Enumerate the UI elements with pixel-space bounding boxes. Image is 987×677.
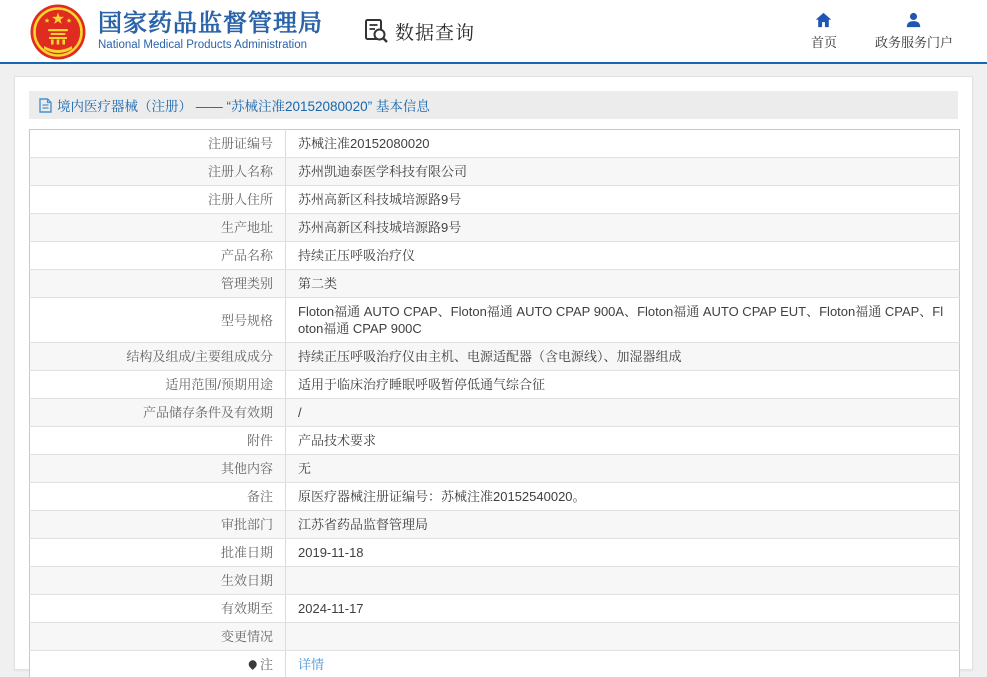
national-emblem-icon xyxy=(30,4,86,60)
brand-logo[interactable] xyxy=(30,2,323,60)
row-value: 苏械注准20152080020 xyxy=(286,130,960,158)
header xyxy=(0,0,987,62)
document-icon xyxy=(39,98,52,113)
table-row xyxy=(30,158,960,186)
row-label-text: 适用范围/预期用途 xyxy=(165,377,273,392)
content-panel xyxy=(14,76,973,670)
row-label xyxy=(30,623,286,651)
row-label-text: 产品储存条件及有效期 xyxy=(142,405,273,420)
nav-portal[interactable] xyxy=(875,12,953,51)
row-value: 第二类 xyxy=(286,270,960,298)
agency-name-en: National Medical Products Administration xyxy=(98,39,308,51)
content-background xyxy=(0,64,987,677)
row-value: 2019-11-18 xyxy=(286,539,960,567)
table-row xyxy=(30,399,960,427)
row-label-text: 注册人住所 xyxy=(207,192,273,207)
table-row xyxy=(30,371,960,399)
table-row xyxy=(30,298,960,343)
agency-name-zh: 国家药品监督管理局 xyxy=(98,10,323,37)
document-search-icon xyxy=(363,18,389,44)
row-value: 江苏省药品监督管理局 xyxy=(286,511,960,539)
row-value: 苏州凯迪泰医学科技有限公司 xyxy=(286,158,960,186)
row-value: 持续正压呼吸治疗仪 xyxy=(286,242,960,270)
table-row xyxy=(30,511,960,539)
row-value: 2024-11-17 xyxy=(286,595,960,623)
nav-portal-label: 政务服务门户 xyxy=(874,34,953,50)
page-title-bar xyxy=(29,91,958,119)
row-label xyxy=(30,595,286,623)
row-label-text: 其他内容 xyxy=(220,461,273,476)
row-label xyxy=(30,371,286,399)
row-label xyxy=(30,399,286,427)
row-value: 苏州高新区科技城培源路9号 xyxy=(286,186,960,214)
row-label-text: 有效期至 xyxy=(220,601,273,616)
detail-link[interactable]: 详情 xyxy=(298,657,325,672)
row-label xyxy=(30,214,286,242)
nav-home[interactable] xyxy=(811,12,837,51)
row-label xyxy=(30,242,286,270)
table-row xyxy=(30,539,960,567)
table-row xyxy=(30,343,960,371)
user-icon xyxy=(905,12,922,28)
row-value: 苏州高新区科技城培源路9号 xyxy=(286,214,960,242)
row-label xyxy=(30,270,286,298)
row-label-text: 附件 xyxy=(246,433,273,448)
row-label-text: 生效日期 xyxy=(220,573,273,588)
row-value: 产品技术要求 xyxy=(286,427,960,455)
row-value xyxy=(286,567,960,595)
row-label xyxy=(30,186,286,214)
home-icon xyxy=(815,12,832,28)
table-row xyxy=(30,567,960,595)
row-label xyxy=(30,455,286,483)
data-query-link[interactable] xyxy=(363,18,475,45)
table-row xyxy=(30,483,960,511)
table-row xyxy=(30,623,960,651)
brand-text xyxy=(98,11,323,51)
row-label xyxy=(30,651,286,677)
table-row xyxy=(30,270,960,298)
row-value xyxy=(286,623,960,651)
row-label xyxy=(30,343,286,371)
row-value: 无 xyxy=(286,455,960,483)
nav-home-label: 首页 xyxy=(810,34,837,50)
row-value: Floton福通 AUTO CPAP、Floton福通 AUTO CPAP 900A、Floton福通 AUTO CPAP EUT、Floton福通 CPAP、Floton福通 CPAP 900C xyxy=(286,298,960,343)
table-row xyxy=(30,595,960,623)
row-label xyxy=(30,511,286,539)
row-label xyxy=(30,158,286,186)
row-label xyxy=(30,427,286,455)
row-label xyxy=(30,567,286,595)
row-label-text: 生产地址 xyxy=(220,220,273,235)
row-value: 适用于临床治疗睡眠呼吸暂停低通气综合征 xyxy=(286,371,960,399)
row-label-text: 型号规格 xyxy=(220,312,273,328)
table-row xyxy=(30,427,960,455)
row-value: 原医疗器械注册证编号：苏械注准20152540020。 xyxy=(286,483,960,511)
table-row xyxy=(30,455,960,483)
row-label-text: 注 xyxy=(259,657,273,672)
top-nav xyxy=(811,12,953,51)
row-label-text: 注册证编号 xyxy=(207,136,273,151)
table-row xyxy=(30,130,960,158)
balloon-note-icon xyxy=(247,659,258,670)
row-label xyxy=(30,298,286,343)
row-label xyxy=(30,539,286,567)
table-row xyxy=(30,242,960,270)
table-row xyxy=(30,214,960,242)
row-label-text: 审批部门 xyxy=(220,517,273,532)
row-label-text: 注册人名称 xyxy=(207,164,273,179)
page-title: 境内医疗器械（注册） —— “苏械注准20152080020” 基本信息 xyxy=(57,99,430,114)
row-value xyxy=(286,651,960,677)
table-row xyxy=(30,651,960,677)
row-label-text: 变更情况 xyxy=(220,629,273,644)
row-label-text: 产品名称 xyxy=(220,248,273,263)
registration-info-table xyxy=(29,129,960,677)
row-value: 持续正压呼吸治疗仪由主机、电源适配器（含电源线）、加湿器组成 xyxy=(286,343,960,371)
row-label xyxy=(30,483,286,511)
row-label-text: 结构及组成/主要组成成分 xyxy=(126,349,273,364)
row-label-text: 备注 xyxy=(246,489,273,504)
row-label xyxy=(30,130,286,158)
row-label-text: 批准日期 xyxy=(220,545,273,560)
row-value: / xyxy=(286,399,960,427)
data-query-label: 数据查询 xyxy=(395,22,476,44)
table-row xyxy=(30,186,960,214)
row-label-text: 管理类别 xyxy=(220,276,273,291)
